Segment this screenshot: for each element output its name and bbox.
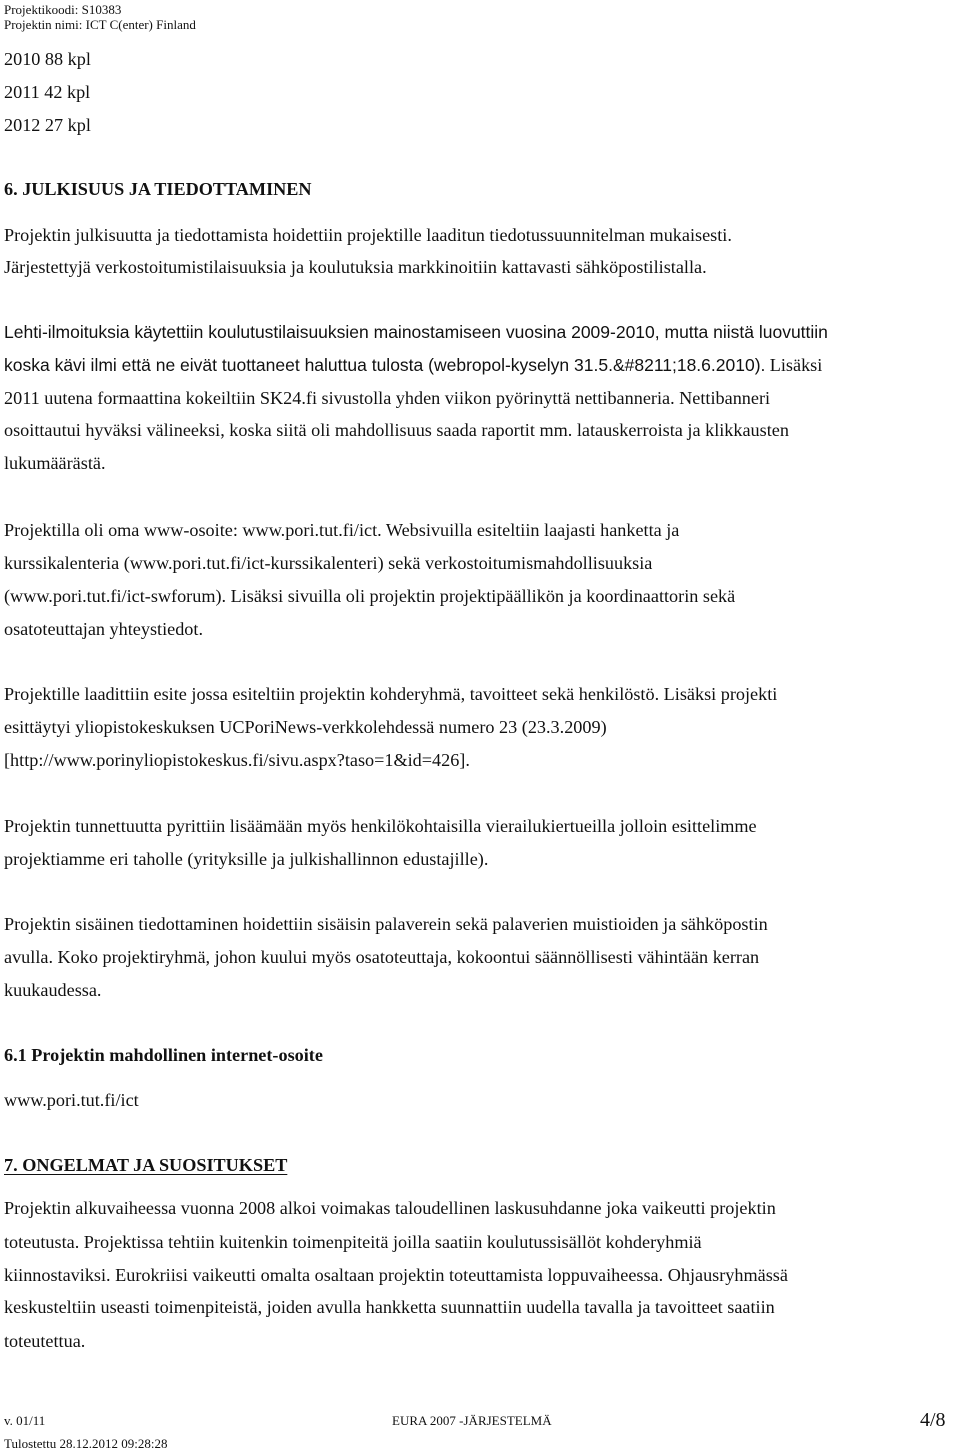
paragraph-line: 2011 uutena formaattina kokeiltiin SK24.fi sivustolla yhden viikon pyörinyttä nettibanneria. Nettibanneri	[4, 388, 771, 408]
paragraph-line: Projektilla oli oma www-osoite: www.pori.tut.fi/ict. Websivuilla esiteltiin laajasti hanketta ja	[4, 520, 680, 540]
paragraph-line: keskusteltiin useasti toimenpiteistä, joiden avulla hankketta suunnattiin uudella tavalla ja tavoitteet saatiin	[4, 1297, 775, 1317]
section-heading: 6. JULKISUUS JA TIEDOTTAMINEN	[4, 179, 312, 199]
paragraph-line: kuukaudessa.	[4, 980, 102, 1000]
paragraph-line: avulla. Koko projektiryhmä, johon kuului myös osatoteuttaja, kokoontui säännöllisesti vähintään kerran	[4, 947, 760, 967]
paragraph-line: Projektin sisäinen tiedottaminen hoidettiin sisäisin palaverein sekä palaverien muistioiden ja sähköpostin	[4, 914, 768, 934]
count-line: 2010 88 kpl	[4, 49, 91, 69]
paragraph-text: koska kävi ilmi että ne eivät tuottaneet haluttua tulosta (webropol-kyselyn 31.5.&#8211;18.6.2010).	[4, 355, 766, 375]
paragraph-line: lukumäärästä.	[4, 453, 106, 473]
paragraph-line: toteutettua.	[4, 1331, 86, 1351]
subsection-heading: 6.1 Projektin mahdollinen internet-osoite	[4, 1045, 323, 1065]
paragraph-line: osoittautui hyväksi välineeksi, koska siitä oli mahdollisuus saada raportit mm. latauskerroista ja klikkausten	[4, 420, 789, 440]
paragraph-line: projektiamme eri taholle (yrityksille ja julkishallinnon edustajille).	[4, 849, 489, 869]
footer-system: EURA 2007 -JÄRJESTELMÄ	[392, 1413, 552, 1428]
paragraph-line: kurssikalenteria (www.pori.tut.fi/ict-kurssikalenteri) sekä verkostoitumismahdollisuuksia	[4, 553, 653, 573]
footer-version: v. 01/11	[4, 1413, 46, 1428]
footer-printed: Tulostettu 28.12.2012 09:28:28	[4, 1436, 168, 1451]
paragraph-line: Järjestettyjä verkostoitumistilaisuuksia ja koulutuksia markkinoitiin kattavasti sähköpostilistalla.	[4, 257, 707, 277]
section-heading: 7. ONGELMAT JA SUOSITUKSET	[4, 1155, 288, 1175]
paragraph-line: kiinnostaviksi. Eurokriisi vaikeutti omalta osaltaan projektin toteuttamista loppuvaiheessa. Ohjausryhmässä	[4, 1265, 788, 1285]
project-code: Projektikoodi: S10383	[4, 2, 122, 17]
paragraph-line	[4, 355, 822, 376]
paragraph-line: Projektille laadittiin esite jossa esiteltiin projektin kohderyhmä, tavoitteet sekä henkilöstö. Lisäksi projekti	[4, 684, 778, 704]
paragraph-line: Projektin julkisuutta ja tiedottamista hoidettiin projektille laaditun tiedotussuunnitelman mukaisesti.	[4, 225, 732, 245]
paragraph-line: osatoteuttajan yhteystiedot.	[4, 619, 204, 639]
paragraph-line: (www.pori.tut.fi/ict-swforum). Lisäksi sivuilla oli projektin projektipäällikön ja koordinaattorin sekä	[4, 586, 736, 606]
paragraph-line: Projektin alkuvaiheessa vuonna 2008 alkoi voimakas taloudellinen laskusuhdanne joka vaikeutti projektin	[4, 1198, 776, 1218]
paragraph-line: toteutusta. Projektissa tehtiin kuitenkin toimenpiteitä joilla saatiin koulutussisällöt kohderyhmiä	[4, 1232, 702, 1252]
paragraph-line: Projektin tunnettuutta pyrittiin lisäämään myös henkilökohtaisilla vierailukiertueilla jolloin esittelimme	[4, 816, 757, 836]
project-url: www.pori.tut.fi/ict	[4, 1090, 139, 1110]
project-name: Projektin nimi: ICT C(enter) Finland	[4, 17, 196, 32]
paragraph-line: [http://www.porinyliopistokeskus.fi/sivu.aspx?taso=1&id=426].	[4, 750, 470, 770]
paragraph-text: Lisäksi	[769, 355, 823, 375]
count-line: 2011 42 kpl	[4, 82, 91, 102]
count-line: 2012 27 kpl	[4, 115, 91, 135]
paragraph-line: Lehti-ilmoituksia käytettiin koulutustilaisuuksien mainostamiseen vuosina 2009-2010, mutta niistä luovuttiin	[4, 322, 828, 342]
page-number: 4/8	[920, 1409, 946, 1431]
paragraph-line: esittäytyi yliopistokeskuksen UCPoriNews-verkkolehdessä numero 23 (23.3.2009)	[4, 717, 607, 737]
